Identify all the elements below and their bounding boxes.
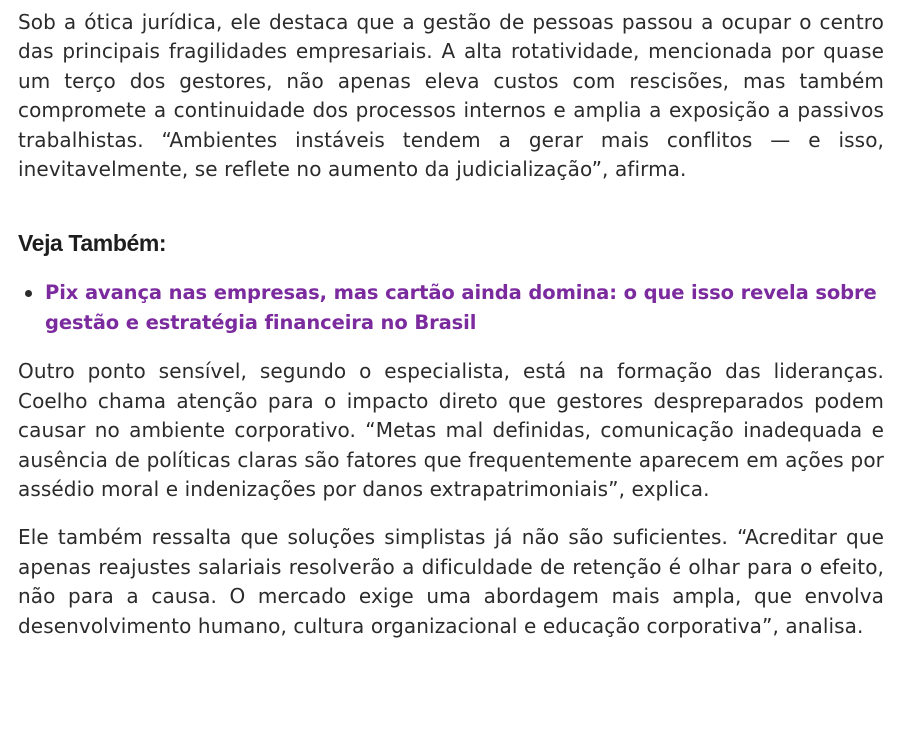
related-link-item — [45, 278, 884, 338]
article-body — [18, 8, 884, 641]
article-paragraph: Sob a ótica jurídica, ele destaca que a gestão de pessoas passou a ocupar o centro das principais fragilidades empresariais. A alta rotatividade, mencionada por quase um terço dos gestores, não apenas eleva custos com rescisões, mas também compromete a continuidade dos processos internos e amplia a exposição a passivos trabalhistas. “Ambientes instáveis tendem a gerar mais conflitos — e isso, inevitavelmente, se reflete no aumento da judicialização”, afirma. — [18, 10, 884, 182]
article-paragraph: Ele também ressalta que soluções simplistas já não são suficientes. “Acreditar que apenas reajustes salariais resolverão a dificuldade de retenção é olhar para o efeito, não para a causa. O mercado exige uma abordagem mais ampla, que envolva desenvolvimento humano, cultura organizacional e educação corporativa”, analisa. — [18, 525, 884, 638]
bullet-icon — [25, 290, 32, 297]
related-links-list — [18, 278, 884, 338]
article-paragraph: Outro ponto sensível, segundo o especialista, está na formação das lideranças. Coelho chama atenção para o impacto direto que gestores despreparados podem causar no ambiente corporativo. “Metas mal definidas, comunicação inadequada e ausência de políticas claras são fatores que frequentemente aparecem em ações por assédio moral e indenizações por danos extrapatrimoniais”, explica. — [18, 359, 884, 502]
related-article-link[interactable]: Pix avança nas empresas, mas cartão ainda domina: o que isso revela sobre gestão e estratégia financeira no Brasil — [45, 281, 877, 335]
see-also-heading: Veja Também: — [18, 230, 167, 257]
